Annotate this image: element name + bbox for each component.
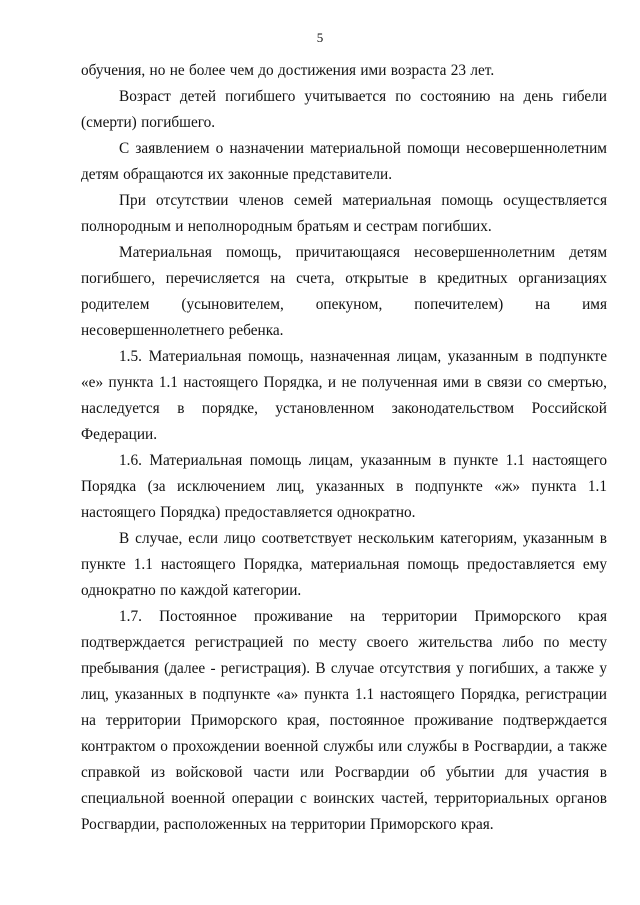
paragraph-multiple-categories: В случае, если лицо соответствует нескольким категориям, указанным в пункте 1.1 настоящего Порядка, материальная помощь предоставляется ему однократно по каждой категории. [81,530,607,599]
paragraph-section-1-5: 1.5. Материальная помощь, назначенная лицам, указанным в подпункте «е» пункта 1.1 настоящего Порядка, и не полученная ими в связи со смертью, наследуется в порядке, установленном законодательством Российской Федерации. [81,348,607,443]
paragraph-legal-representatives: С заявлением о назначении материальной помощи несовершеннолетним детям обращаются их законные представители. [81,140,607,183]
paragraph-continuation: обучения, но не более чем до достижения ими возраста 23 лет. [81,62,495,79]
document-body [81,58,607,838]
paragraph-minor-accounts: Материальная помощь, причитающаяся несовершеннолетним детям погибшего, перечисляется на счета, открытые в кредитных организациях родителем (усыновителем, опекуном, попечителем) на имя несовершеннолетнего ребенка. [81,244,607,339]
paragraph-age-of-children: Возраст детей погибшего учитывается по состоянию на день гибели (смерти) погибшего. [81,88,607,131]
paragraph-section-1-7: 1.7. Постоянное проживание на территории Приморского края подтверждается регистрацией по месту своего жительства либо по месту пребывания (далее - регистрация). В случае отсутствия у погибших, а также у лиц, указанных в подпункте «а» пункта 1.1 настоящего Порядка, регистрации на территории Приморского края, постоянное проживание подтверждается контрактом о прохождении военной службы или службы в Росгвардии, а также справкой из войсковой части или Росгвардии об убытии для участия в специальной военной операции с воинских частей, территориальных органов Росгвардии, расположенных на территории Приморского края. [81,608,607,833]
page-number: 5 [316,30,324,45]
paragraph-section-1-6: 1.6. Материальная помощь лицам, указанным в пункте 1.1 настоящего Порядка (за исключением лиц, указанных в подпункте «ж» пункта 1.1 настоящего Порядка) предоставляется однократно. [81,452,607,521]
paragraph-siblings: При отсутствии членов семей материальная помощь осуществляется полнородным и неполнородным братьям и сестрам погибших. [81,192,607,235]
